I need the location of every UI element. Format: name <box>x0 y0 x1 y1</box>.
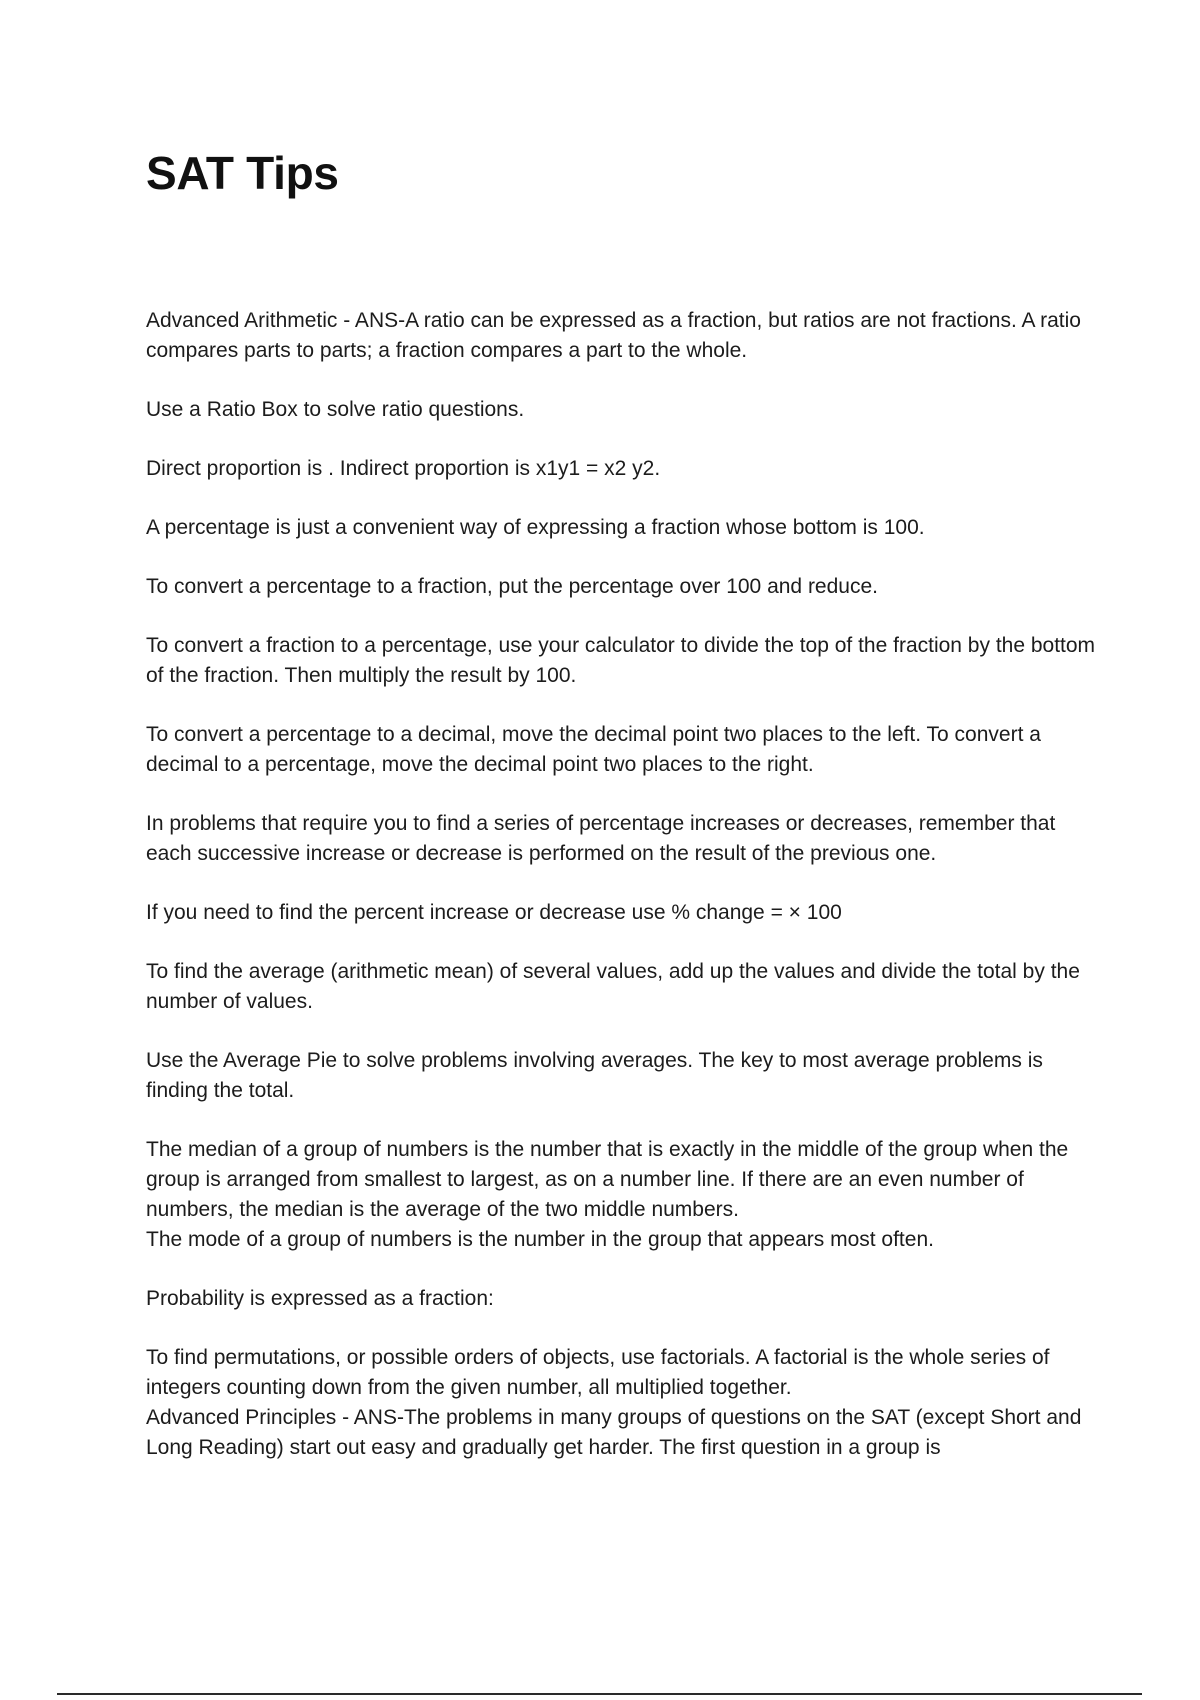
paragraph-ratio-box: Use a Ratio Box to solve ratio questions. <box>146 398 525 421</box>
paragraph-percentage-definition: A percentage is just a convenient way of expressing a fraction whose bottom is 100. <box>146 516 925 539</box>
paragraph-probability: Probability is expressed as a fraction: <box>146 1287 494 1310</box>
paragraph-percent-change: If you need to find the percent increase or decrease use % change = × 100 <box>146 901 842 924</box>
page-title: SAT Tips <box>146 147 339 199</box>
page-bottom-divider <box>57 1693 1142 1695</box>
paragraph-average-pie: Use the Average Pie to solve problems involving averages. The key to most average problems is finding the total. <box>146 1049 1043 1102</box>
paragraph-advanced-principles: Advanced Principles - ANS-The problems in many groups of questions on the SAT (except Short and Long Reading) start out easy and gradually get harder. The first question in a group is <box>146 1406 1082 1459</box>
paragraph-average: To find the average (arithmetic mean) of several values, add up the values and divide the total by the number of values. <box>146 960 1080 1013</box>
paragraph-successive-percentages: In problems that require you to find a series of percentage increases or decreases, remember that each successive increase or decrease is performed on the result of the previous one. <box>146 812 1056 865</box>
paragraph-ratio-definition: Advanced Arithmetic - ANS-A ratio can be expressed as a fraction, but ratios are not fractions. A ratio compares parts to parts; a fraction compares a part to the whole. <box>146 309 1081 362</box>
document-body <box>146 306 1106 1463</box>
paragraph-permutations: To find permutations, or possible orders of objects, use factorials. A factorial is the whole series of integers counting down from the given number, all multiplied together. <box>146 1346 1050 1399</box>
paragraph-percentage-decimal: To convert a percentage to a decimal, move the decimal point two places to the left. To convert a decimal to a percentage, move the decimal point two places to the right. <box>146 723 1041 776</box>
paragraph-mode: The mode of a group of numbers is the number in the group that appears most often. <box>146 1228 934 1251</box>
paragraph-percentage-to-fraction: To convert a percentage to a fraction, put the percentage over 100 and reduce. <box>146 575 878 598</box>
paragraph-fraction-to-percentage: To convert a fraction to a percentage, use your calculator to divide the top of the fraction by the bottom of the fraction. Then multiply the result by 100. <box>146 634 1096 687</box>
paragraph-median: The median of a group of numbers is the number that is exactly in the middle of the group when the group is arranged from smallest to largest, as on a number line. If there are an even number of numbers, the median is the average of the two middle numbers. <box>146 1138 1069 1221</box>
paragraph-proportion: Direct proportion is . Indirect proportion is x1y1 = x2 y2. <box>146 457 661 480</box>
